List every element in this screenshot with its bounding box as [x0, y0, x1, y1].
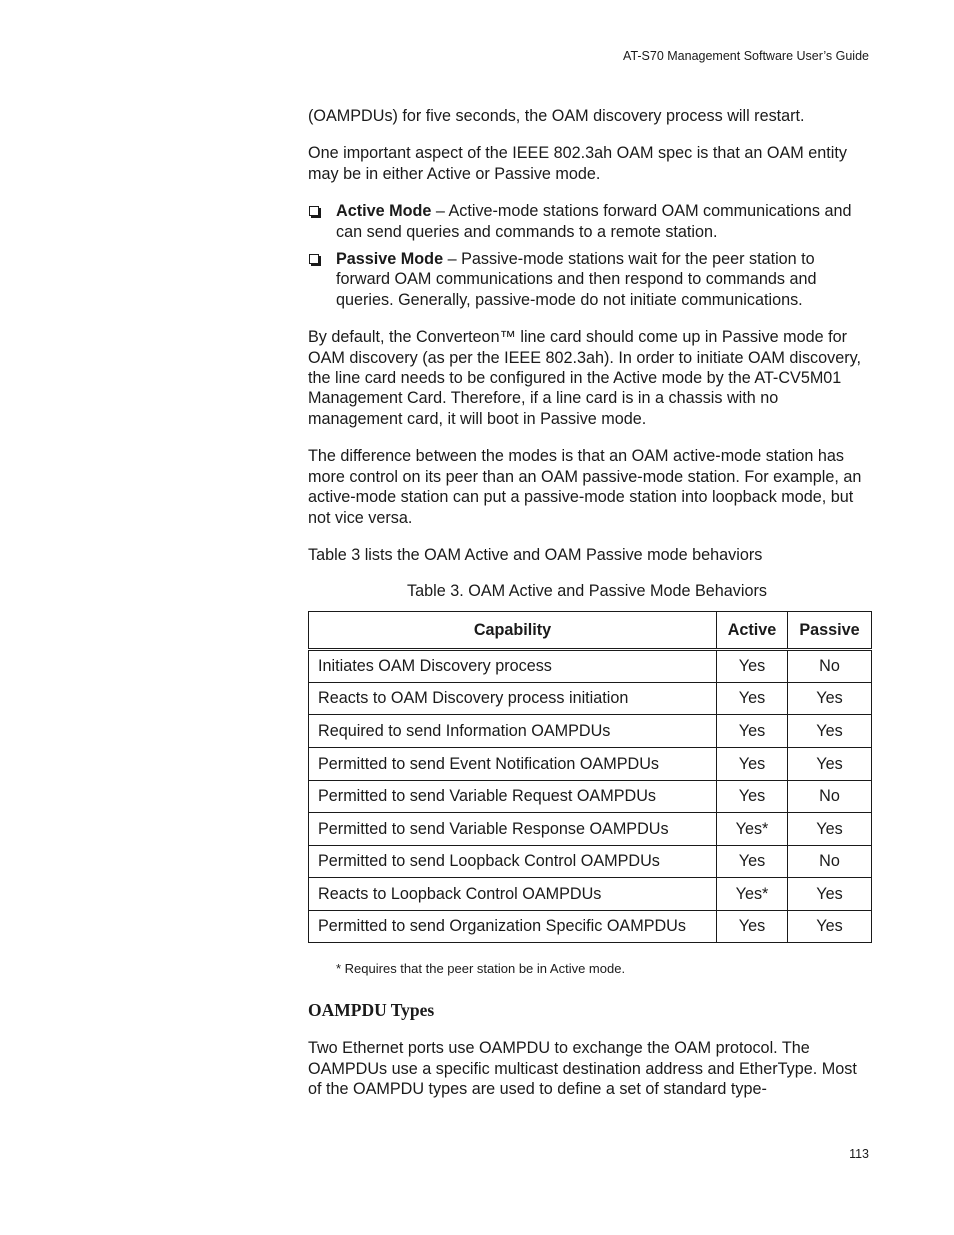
- capability-cell: Permitted to send Event Notification OAMPDUs: [309, 747, 717, 780]
- table-row: [309, 780, 872, 813]
- column-header-passive: Passive: [788, 611, 872, 649]
- mode-list: [308, 201, 872, 310]
- list-item: [308, 249, 872, 310]
- passive-cell: Yes: [788, 682, 872, 715]
- active-cell: Yes*: [717, 813, 788, 846]
- passive-cell: Yes: [788, 878, 872, 911]
- table-row: [309, 649, 872, 682]
- capability-cell: Permitted to send Loopback Control OAMPDUs: [309, 845, 717, 878]
- passive-cell: No: [788, 780, 872, 813]
- capability-cell: Permitted to send Organization Specific OAMPDUs: [309, 910, 717, 943]
- checkbox-bullet-icon: [309, 254, 319, 264]
- table-row: [309, 715, 872, 748]
- table-caption: Table 3. OAM Active and Passive Mode Behaviors: [407, 582, 767, 601]
- capability-cell: Initiates OAM Discovery process: [309, 649, 717, 682]
- capability-cell: Permitted to send Variable Response OAMPDUs: [309, 813, 717, 846]
- table-row: [309, 845, 872, 878]
- passive-cell: Yes: [788, 715, 872, 748]
- page-number: 113: [849, 1147, 869, 1161]
- active-cell: Yes: [717, 780, 788, 813]
- active-cell: Yes: [717, 845, 788, 878]
- list-item-term: Passive Mode: [336, 250, 444, 269]
- section-heading: OAMPDU Types: [308, 999, 435, 1020]
- list-item: [308, 201, 872, 242]
- paragraph: One important aspect of the IEEE 802.3ah OAM spec is that an OAM entity may be in either Active or Passive mode.: [308, 144, 847, 183]
- passive-cell: No: [788, 649, 872, 682]
- active-cell: Yes: [717, 910, 788, 943]
- table-row: [309, 878, 872, 911]
- list-item-text: – Passive-mode stations wait for the peer station to forward OAM communications and then respond to commands and queries. Generally, passive-mode do not initiate communications.: [336, 250, 817, 309]
- column-header-active: Active: [717, 611, 788, 649]
- active-cell: Yes: [717, 747, 788, 780]
- table-header-row: [309, 611, 872, 649]
- passive-cell: Yes: [788, 747, 872, 780]
- running-header: AT-S70 Management Software User’s Guide: [623, 49, 869, 63]
- checkbox-bullet-icon: [309, 206, 319, 216]
- active-cell: Yes: [717, 649, 788, 682]
- capability-cell: Reacts to OAM Discovery process initiation: [309, 682, 717, 715]
- page-body: [308, 106, 872, 1117]
- list-item-term: Active Mode: [336, 202, 432, 221]
- table-row: [309, 813, 872, 846]
- passive-cell: No: [788, 845, 872, 878]
- passive-cell: Yes: [788, 910, 872, 943]
- capability-cell: Permitted to send Variable Request OAMPDUs: [309, 780, 717, 813]
- table-row: [309, 747, 872, 780]
- active-cell: Yes: [717, 715, 788, 748]
- active-cell: Yes*: [717, 878, 788, 911]
- passive-cell: Yes: [788, 813, 872, 846]
- paragraph: By default, the Converteon™ line card should come up in Passive mode for OAM discovery (as per the IEEE 802.3ah). In order to initiate OAM discovery, the line card needs to be configured in the Active mode by the AT-CV5M01 Management Card. Therefore, if a line card is in a chassis with no management card, it will boot in Passive mode.: [308, 328, 862, 428]
- paragraph: Two Ethernet ports use OAMPDU to exchange the OAM protocol. The OAMPDUs use a specific multicast destination address and EtherType. Most of the OAMPDU types are used to define a set of standard type-: [308, 1039, 857, 1099]
- paragraph: (OAMPDUs) for five seconds, the OAM discovery process will restart.: [308, 107, 805, 125]
- table-row: [309, 910, 872, 943]
- table-footnote: * Requires that the peer station be in Active mode.: [336, 961, 626, 977]
- capability-cell: Reacts to Loopback Control OAMPDUs: [309, 878, 717, 911]
- paragraph: Table 3 lists the OAM Active and OAM Passive mode behaviors: [308, 545, 763, 564]
- table-row: [309, 682, 872, 715]
- list-item-text: – Active-mode stations forward OAM communications and can send queries and commands to a remote station.: [336, 202, 852, 241]
- column-header-capability: Capability: [309, 611, 717, 649]
- active-cell: Yes: [717, 682, 788, 715]
- paragraph: The difference between the modes is that an OAM active-mode station has more control on its peer than an OAM passive-mode station. For example, an active-mode station can put a passive-mode station into loopback mode, but not vice versa.: [308, 447, 862, 527]
- capability-cell: Required to send Information OAMPDUs: [309, 715, 717, 748]
- oam-behaviors-table: [308, 611, 872, 944]
